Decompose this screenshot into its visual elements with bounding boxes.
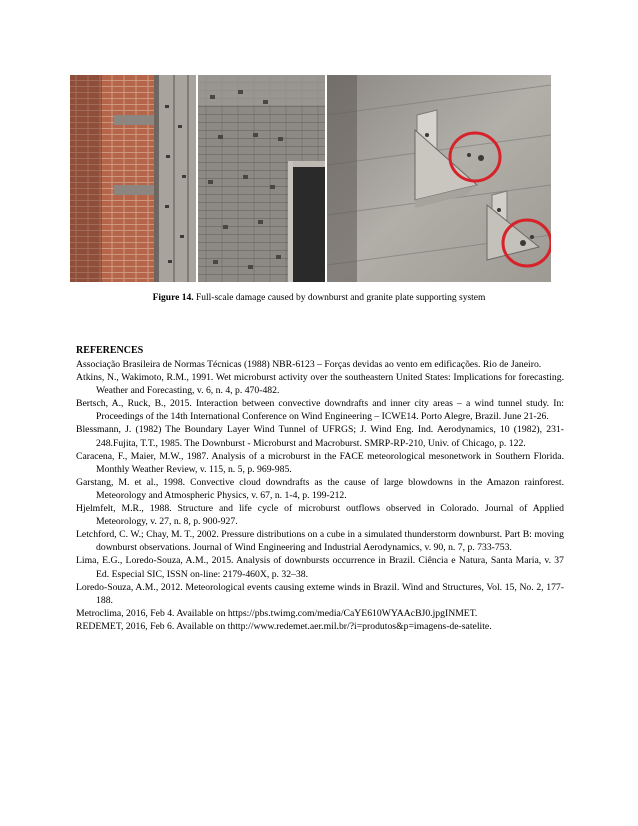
reference-item: Associação Brasileira de Normas Técnicas (1988) NBR-6123 – Forças devidas ao vento em edificações. Rio de Janeiro. (76, 359, 542, 370)
references-section (76, 344, 564, 633)
figure-caption-text: Full-scale damage caused by downburst and granite plate supporting system (195, 293, 486, 303)
reference-item: Bertsch, A., Ruck, B., 2015. Interaction between convective downdrafts and inner city areas – a wind tunnel study. In: Proceedings of the 14th International Conference on Wind Engineering – ICWE14. Porto Alegre, Brazil. June 21-26. (76, 398, 564, 423)
reference-item: Caracena, F., Maier, M.W., 1987. Analysis of a microburst in the FACE meteorological mesonetwork in Southern Florida. Monthly Weather Review, v. 115, n. 5, p. 969-985. (76, 450, 564, 475)
figure-caption (0, 292, 638, 304)
figure-number: Figure 14. (152, 293, 194, 303)
reference-item: Lima, E.G., Loredo-Souza, A.M., 2015. Analysis of downbursts occurrence in Brazil. Ciência e Natura, Santa Maria, v. 37 Ed. Especial SIC, ISSN on-line: 2179-460X, p. 32–38. (76, 555, 564, 580)
reference-item: Metroclima, 2016, Feb 4. Available on https://pbs.twimg.com/media/CaYE610WYAAcBJ0.jpgINMET. (76, 607, 478, 619)
photo-facade-anchors (198, 75, 325, 282)
reference-item: Blessmann, J. (1982) The Boundary Layer Wind Tunnel of UFRGS; J. Wind Eng. Ind. Aerodynamics, 10 (1982), 231-248.Fujita, T.T., 1985. The Downburst - Microburst and Macroburst. SMRP-RP-210, Univ. of Chicago, p. 122. (76, 424, 564, 449)
reference-item: Hjelmfelt, M.R., 1988. Structure and life cycle of microburst outflows observed in Colorado. Journal of Applied Meteorology, v. 27, n. 8, p. 900-927. (76, 503, 564, 528)
photo-building-corner (70, 75, 196, 282)
reference-item: Garstang, M. et al., 1998. Convective cloud downdrafts as the cause of large blowdowns in the Amazon rainforest. Meteorology and Atmospheric Physics, v. 67, n. 1-4, p. 199-212. (76, 476, 564, 501)
reference-item: Loredo-Souza, A.M., 2012. Meteorological events causing exteme winds in Brazil. Wind and Structures, Vol. 15, No. 2, 177-188. (76, 581, 564, 606)
photo-brackets-closeup (327, 75, 551, 282)
references-heading: REFERENCES (76, 345, 144, 356)
reference-item: Atkins, N., Wakimoto, R.M., 1991. Wet microburst activity over the southeastern United States: Implications for forecasting. Weather and Forecasting, v. 6, n. 4, p. 470-482. (76, 372, 564, 397)
reference-item: REDEMET, 2016, Feb 6. Available on thttp://www.redemet.aer.mil.br/?i=produtos&p=imagens-de-satelite. (76, 620, 492, 632)
reference-item: Letchford, C. W.; Chay, M. T., 2002. Pressure distributions on a cube in a simulated thunderstorm downburst. Part B: moving downburst observations. Journal of Wind Engineering and Industrial Aerodynamics, v. 90, n. 7, p. 733-753. (76, 529, 564, 554)
figure-14 (70, 75, 551, 282)
